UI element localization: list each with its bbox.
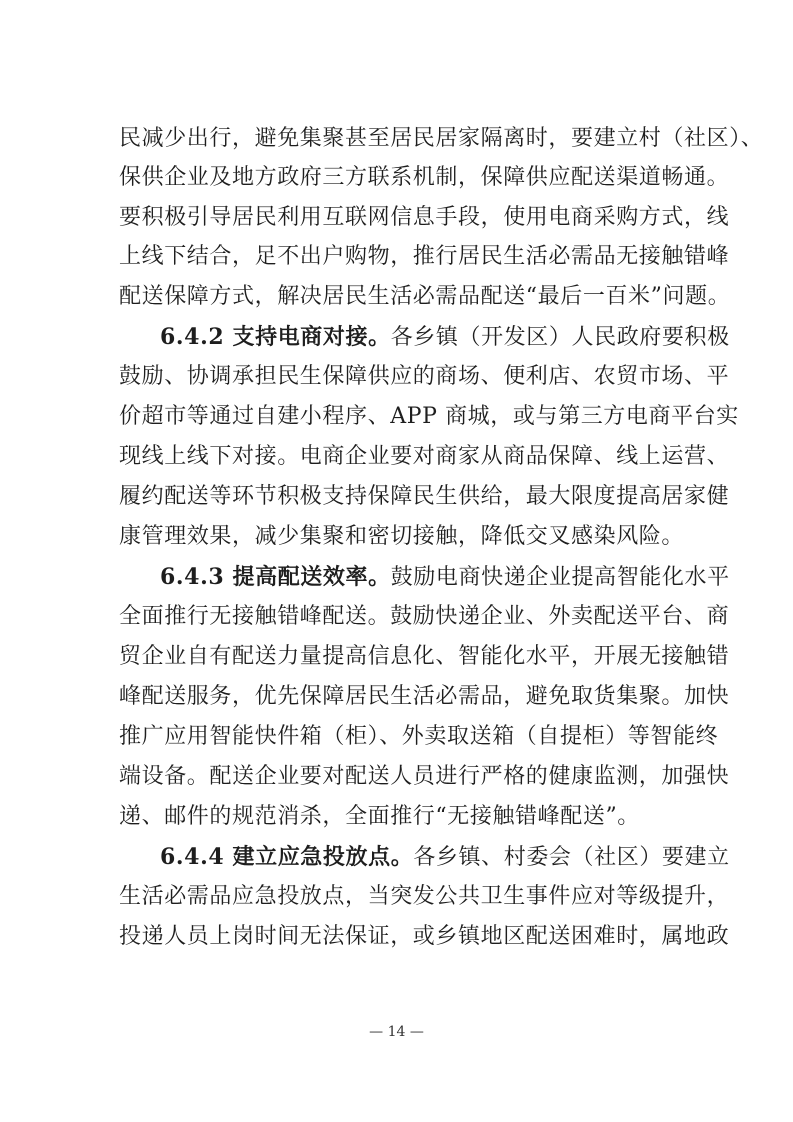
text-line	[119, 442, 730, 472]
line-text: 各乡镇、村委会（社区）要建立	[413, 845, 730, 870]
line-text: 鼓励电商快递企业提高智能化水平	[390, 565, 730, 590]
text-line	[119, 922, 730, 952]
line-text: 鼓励、协调承担民生保障供应的商场、便利店、农贸市场、平	[119, 364, 730, 389]
section-heading: 6.4.2 支持电商对接。	[160, 324, 391, 350]
text-line	[119, 203, 730, 233]
line-text: 全面推行无接触错峰配送。鼓励快递企业、外卖配送平台、商	[119, 604, 730, 629]
line-text: 峰配送服务，优先保障居民生活必需品，避免取货集聚。加快	[119, 684, 730, 709]
text-line	[119, 882, 730, 912]
text-line	[119, 602, 730, 632]
line-text: 贸企业自有配送力量提高信息化、智能化水平，开展无接触错	[119, 644, 730, 669]
line-text: 现线上线下对接。电商企业要对商家从商品保障、线上运营、	[119, 444, 730, 469]
section-heading: 6.4.3 提高配送效率。	[160, 564, 391, 590]
text-line	[119, 802, 679, 832]
section-heading: 6.4.4 建立应急投放点。	[160, 844, 414, 870]
line-text: 递、邮件的规范消杀，全面推行“无接触错峰配送”。	[119, 804, 640, 829]
line-text: 端设备。配送企业要对配送人员进行严格的健康监测，加强快	[119, 764, 730, 789]
text-line	[119, 242, 730, 272]
text-line	[119, 282, 731, 312]
line-text: 保供企业及地方政府三方联系机制，保障供应配送渠道畅通。	[119, 165, 730, 190]
line-text: 投递人员上岗时间无法保证，或乡镇地区配送困难时，属地政	[119, 924, 730, 949]
text-line	[119, 642, 730, 672]
text-line	[119, 124, 764, 154]
section-heading-line	[160, 842, 730, 872]
section-heading-line	[160, 562, 730, 592]
line-text: 要积极引导居民利用互联网信息手段，使用电商采购方式，线	[119, 205, 730, 230]
text-line	[119, 682, 730, 712]
line-text: 生活必需品应急投放点，当突发公共卫生事件应对等级提升，	[119, 884, 730, 909]
text-line	[119, 762, 730, 792]
text-line	[119, 722, 719, 752]
section-heading-line	[160, 322, 730, 352]
line-text: 履约配送等环节积极支持保障民生供给，最大限度提高居家健	[119, 484, 730, 509]
line-text: 价超市等通过自建小程序、APP 商城，或与第三方电商平台实	[119, 404, 739, 429]
page-number: — 14 —	[369, 1024, 424, 1040]
line-text: 各乡镇（开发区）人民政府要积极	[390, 325, 730, 350]
text-line	[119, 163, 730, 193]
text-line	[119, 402, 739, 432]
line-text: 配送保障方式，解决居民生活必需品配送“最后一百米”问题。	[119, 284, 731, 309]
text-line	[119, 362, 730, 392]
line-text: 推广应用智能快件箱（柜）、外卖取送箱（自提柜）等智能终	[119, 724, 719, 749]
text-line	[119, 482, 730, 512]
text-line	[119, 522, 685, 552]
line-text: 民减少出行，避免集聚甚至居民居家隔离时，要建立村（社区）、	[119, 126, 764, 151]
line-text: 上线下结合，足不出户购物，推行居民生活必需品无接触错峰	[119, 244, 730, 269]
line-text: 康管理效果，减少集聚和密切接触，降低交叉感染风险。	[119, 524, 685, 549]
